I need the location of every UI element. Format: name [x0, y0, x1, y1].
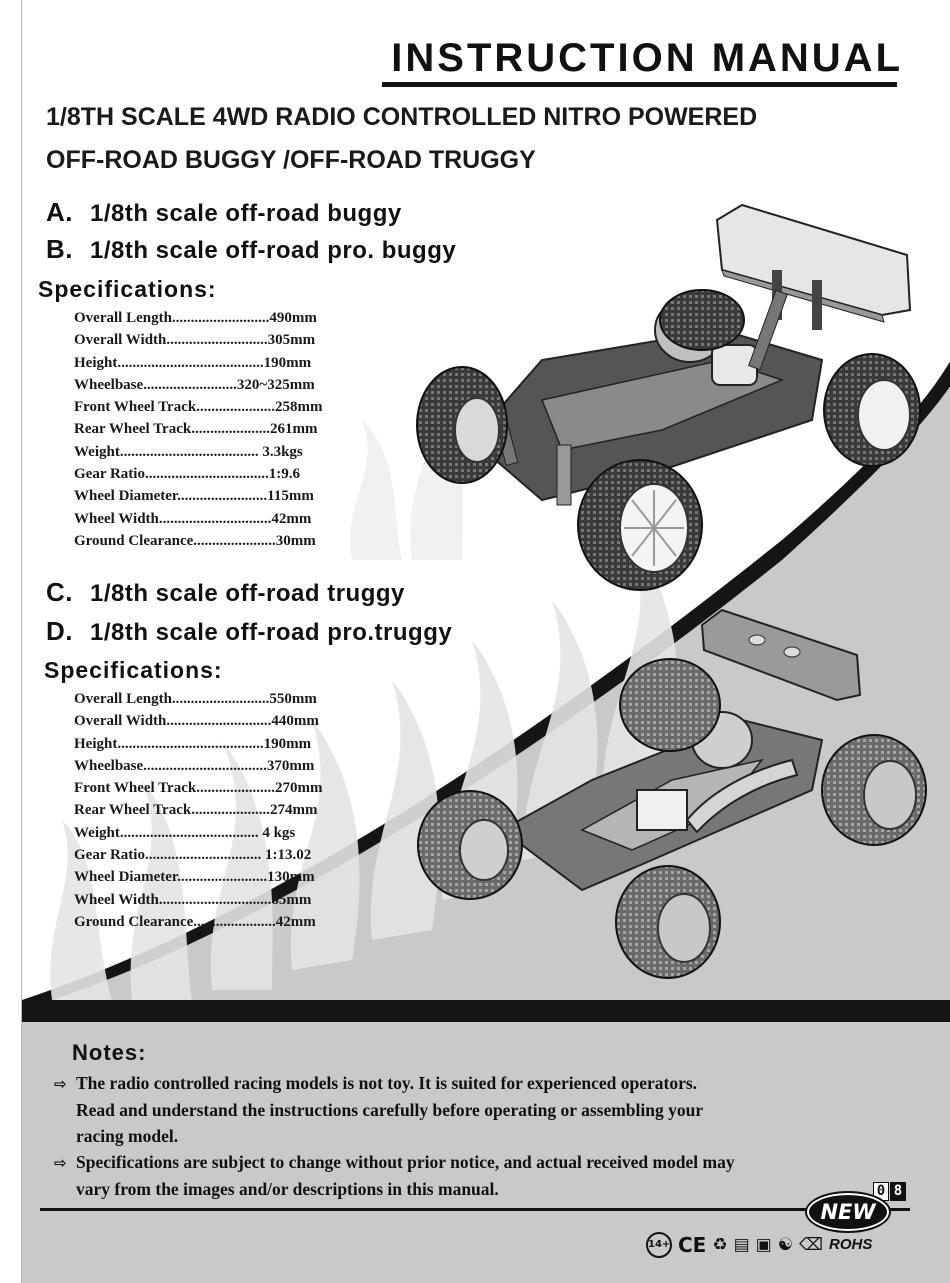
spec-row: Wheel Diameter........................130mm [74, 869, 315, 886]
spec-row: Overall Length..........................550mm [74, 691, 317, 707]
subtitle-line-1: 1/8TH SCALE 4WD RADIO CONTROLLED NITRO POWERED [46, 103, 758, 131]
spec-row: Ground Clearance......................30mm [74, 532, 316, 549]
rohs-mark: ROHS [829, 1236, 873, 1253]
truggy-spec-list [74, 691, 322, 936]
note-1-line-3: racing model. [76, 1126, 179, 1146]
model-a-letter: A. [46, 197, 73, 227]
footer-rule [40, 1208, 910, 1211]
spec-row: Ground Clearance......................42mm [74, 913, 316, 930]
spec-row: Overall Length..........................490mm [74, 310, 317, 326]
spec-row: Overall Width............................440mm [74, 713, 319, 730]
truggy-spec-heading: Specifications: [44, 657, 223, 683]
recycle-icon: ♻ [712, 1235, 728, 1255]
cart-icon: ▣ [755, 1235, 772, 1255]
age-warning-icon: 14+ [646, 1232, 672, 1258]
new-badge: NEW [807, 1193, 889, 1231]
spec-row: Height.......................................190mm [74, 735, 312, 752]
note-2-line-1: Specifications are subject to change without prior notice, and actual received model may [76, 1152, 735, 1172]
green-dot-icon: ☯ [777, 1235, 793, 1255]
model-b-letter: B. [46, 234, 73, 264]
buggy-spec-heading: Specifications: [38, 276, 217, 302]
spec-row: Wheelbase.................................370mm [74, 757, 315, 774]
year-digit-1: 0 [873, 1182, 889, 1201]
subtitle-line-2: OFF-ROAD BUGGY /OFF-ROAD TRUGGY [46, 146, 536, 174]
certification-marks [646, 1232, 872, 1258]
spec-row: Weight..................................... 4 kgs [74, 824, 296, 841]
spec-row: Wheel Width..............................42mm [74, 510, 312, 527]
spec-row: Rear Wheel Track.....................274mm [74, 802, 318, 819]
spec-row: Front Wheel Track.....................258mm [74, 399, 323, 416]
buggy-spec-list [74, 310, 322, 555]
spec-row: Height.......................................190mm [74, 354, 312, 371]
spec-row: Gear Ratio.................................1:9.6 [74, 466, 300, 483]
spec-row: Rear Wheel Track.....................261mm [74, 421, 318, 438]
model-b-name: 1/8th scale off-road pro. buggy [90, 237, 457, 264]
weee-bin-icon: ⌫ [798, 1235, 824, 1255]
label-icon: ▤ [733, 1235, 750, 1255]
model-d-letter: D. [46, 616, 73, 646]
spec-row: Weight..................................... 3.3kgs [74, 443, 303, 460]
spec-row: Wheelbase.........................320~325mm [74, 376, 315, 393]
model-a-name: 1/8th scale off-road buggy [90, 200, 402, 227]
note-item-2 [54, 1149, 894, 1202]
model-d [46, 616, 452, 647]
spec-row: Front Wheel Track.....................270mm [74, 780, 323, 797]
page-title: INSTRUCTION MANUAL [391, 36, 903, 80]
year-digit-2: 8 [890, 1182, 906, 1201]
arrow-right-icon: ⇨ [54, 1075, 67, 1093]
model-c [46, 577, 405, 608]
ce-mark-icon: CE [678, 1233, 707, 1257]
model-a [46, 197, 402, 228]
manual-page [21, 0, 950, 1283]
note-item-1 [54, 1070, 894, 1149]
note-1-line-2: Read and understand the instructions carefully before operating or assembling your [76, 1100, 704, 1120]
note-2-line-2: vary from the images and/or descriptions in this manual. [76, 1179, 499, 1199]
spec-row: Wheel Width..............................85mm [74, 891, 312, 908]
spec-row: Overall Width...........................305mm [74, 332, 316, 349]
model-c-name: 1/8th scale off-road truggy [90, 580, 405, 607]
model-d-name: 1/8th scale off-road pro.truggy [90, 619, 453, 646]
model-c-letter: C. [46, 577, 73, 607]
spec-row: Wheel Diameter........................115mm [74, 488, 314, 505]
arrow-right-icon: ⇨ [54, 1154, 67, 1172]
note-1-line-1: The radio controlled racing models is not toy. It is suited for experienced operators. [76, 1073, 698, 1093]
model-b [46, 234, 456, 265]
spec-row: Gear Ratio............................... 1:13.02 [74, 847, 312, 864]
notes-heading: Notes: [72, 1040, 147, 1065]
title-underline [382, 82, 897, 87]
